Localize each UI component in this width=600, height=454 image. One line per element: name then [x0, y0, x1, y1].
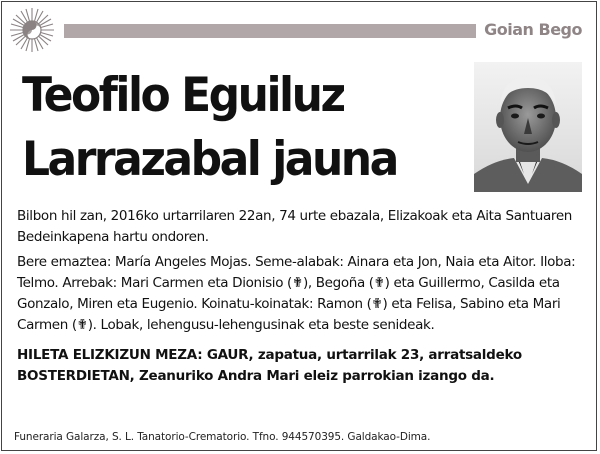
funeral-home-footer: Funeraria Galarza, S. L. Tanatorio-Crematorio. Tfno. 944570395. Galdakao-Dima.	[14, 431, 431, 443]
family-list-paragraph: Bere emaztea: María Angeles Mojas. Seme-alabak: Ainara eta Jon, Naia eta Aitor. Iloba: Telmo. Arrebak: Mari Carmen eta Dionisio (✟), Begoña (✟) eta Guillermo, Casilda eta Gonzalo, Miren eta Eugenio. Koinatu-koinatak: Ramon (✟) eta Felisa, Sabino eta Mari Carmen (✟). Lobak, lehengusu-lehengusinak eta beste senideak.	[17, 254, 576, 333]
header-rule-bar	[64, 24, 476, 38]
deceased-name-line-1: Teofilo Eguiluz	[22, 68, 344, 124]
deceased-name-line-2: Larrazabal jauna	[22, 132, 397, 188]
portrait-photo	[474, 62, 582, 192]
funeral-mass-paragraph: HILETA ELIZKIZUN MEZA: GAUR, zapatua, urtarrilak 23, arratsaldeko BOSTERDIETAN, Zeanuriko Andra Mari eleiz parrokian izango da.	[17, 347, 522, 384]
obituary-card	[1, 1, 597, 451]
lauburu-emblem-icon	[8, 6, 56, 54]
section-label: Goian Bego	[484, 20, 582, 39]
death-notice-paragraph: Bilbon hil zan, 2016ko urtarrilaren 22an, 74 urte ebazala, Elizakoak eta Aita Santuaren Bedeinkapena hartu ondoren.	[17, 208, 572, 245]
